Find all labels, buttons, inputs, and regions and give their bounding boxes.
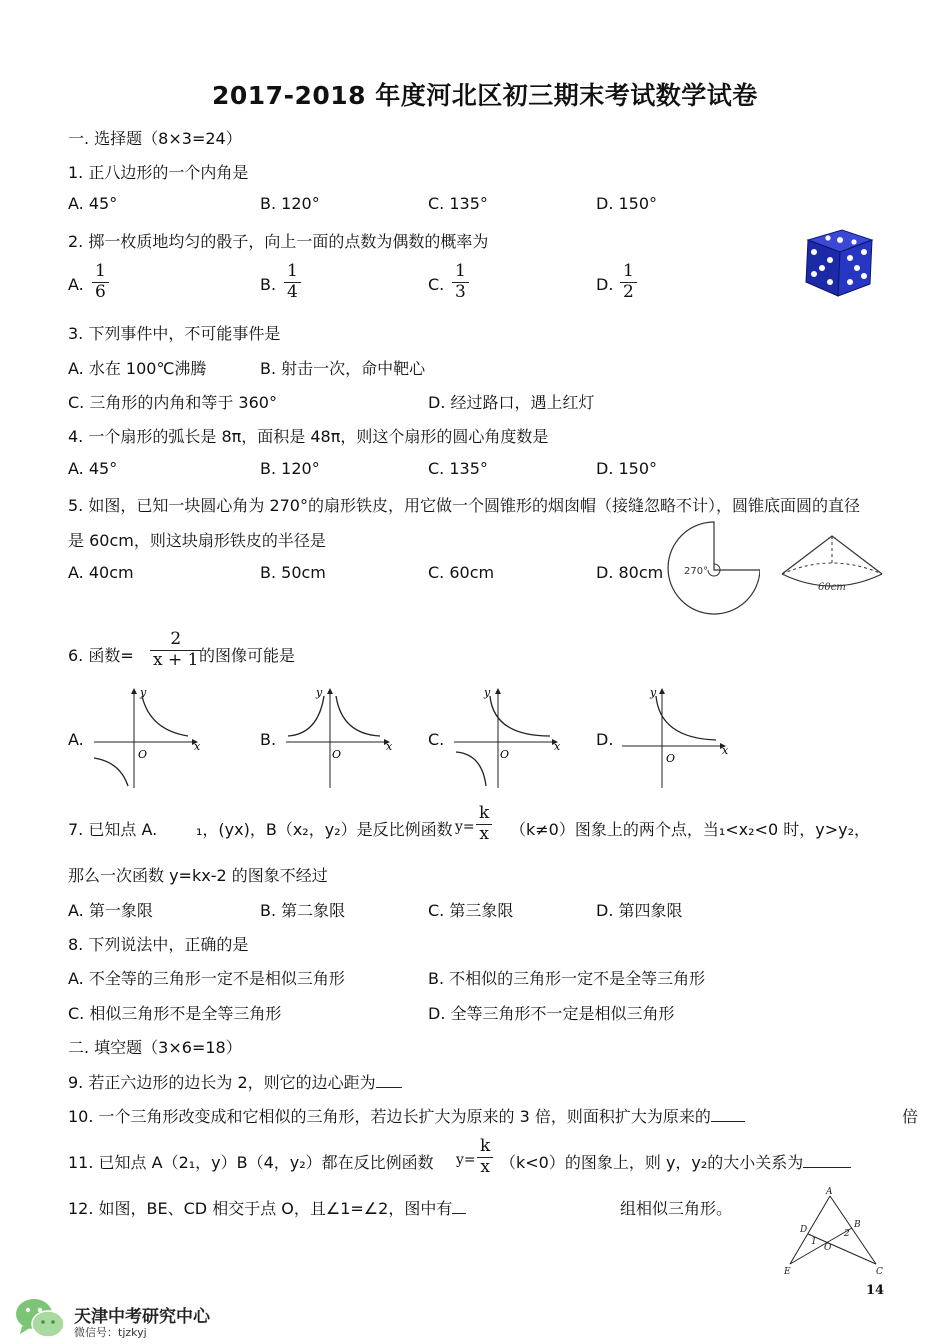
question-6-option-c-letter: C. bbox=[428, 730, 445, 749]
svg-text:y: y bbox=[650, 686, 657, 699]
question-1-option-b: B. 120° bbox=[260, 194, 320, 213]
question-6-suffix: 的图像可能是 bbox=[199, 646, 296, 665]
question-11-text-a: 11. 已知点 A（2₁，y）B（4，y₂）都在反比例函数 bbox=[68, 1153, 434, 1172]
question-5-option-d: D. 80cm bbox=[596, 563, 664, 582]
question-9-text: 9. 若正六边形的边长为 2，则它的边心距为 bbox=[68, 1070, 402, 1093]
svg-text:D: D bbox=[800, 1225, 808, 1235]
svg-text:y: y bbox=[484, 686, 491, 699]
svg-text:B: B bbox=[854, 1220, 861, 1230]
graph-a bbox=[92, 684, 204, 790]
question-2-option-d-fraction: $\frac{1}{2}$ bbox=[620, 262, 637, 302]
question-6-prefix: 6. 函数= bbox=[68, 646, 134, 665]
svg-text:O: O bbox=[666, 752, 676, 765]
question-1-option-c: C. 135° bbox=[428, 194, 488, 213]
question-8-option-d: D. 全等三角形不一定是相似三角形 bbox=[428, 1004, 675, 1023]
question-5-stem-line-1: 5. 如图，已知一块圆心角为 270°的扇形铁皮，用它做一个圆锥形的烟囱帽（接缝忽略不计），圆锥底面圆的直径 bbox=[68, 496, 860, 515]
svg-text:O: O bbox=[500, 748, 510, 761]
svg-text:A: A bbox=[826, 1187, 833, 1197]
question-7-option-c: C. 第三象限 bbox=[428, 901, 514, 920]
question-2-option-b-fraction: $\frac{1}{4}$ bbox=[284, 262, 301, 302]
section-choice-heading: 一. 选择题（8×3=24） bbox=[68, 129, 242, 148]
question-7-fraction: $\frac{k}{x}$ bbox=[476, 804, 492, 844]
sector-figure bbox=[664, 518, 760, 618]
question-8-option-b: B. 不相似的三角形一定不是全等三角形 bbox=[428, 969, 706, 988]
svg-text:x: x bbox=[554, 740, 561, 753]
svg-text:2: 2 bbox=[844, 1229, 850, 1239]
question-4-option-a: A. 45° bbox=[68, 459, 118, 478]
cone-diameter-label: 60cm bbox=[818, 582, 846, 593]
question-7-line-1a: 7. 已知点 A. bbox=[68, 820, 158, 839]
svg-text:O: O bbox=[332, 748, 342, 761]
graph-d bbox=[620, 684, 732, 790]
svg-text:1: 1 bbox=[811, 1237, 817, 1247]
question-4-stem: 4. 一个扇形的弧长是 8π，面积是 48π，则这个扇形的圆心角度数是 bbox=[68, 427, 549, 446]
svg-text:E: E bbox=[784, 1267, 791, 1276]
question-3-stem: 3. 下列事件中，不可能事件是 bbox=[68, 324, 281, 343]
sector-angle-label: 270° bbox=[684, 566, 709, 577]
graph-c bbox=[452, 684, 564, 790]
cone-figure bbox=[776, 528, 888, 598]
question-7-option-a: A. 第一象限 bbox=[68, 901, 153, 920]
question-6-option-a-letter: A. bbox=[68, 730, 84, 749]
question-12-tail: 组相似三角形。 bbox=[620, 1199, 733, 1218]
footer-organization-name: 天津中考研究中心 bbox=[74, 1307, 210, 1327]
question-3-option-a: A. 水在 100℃沸腾 bbox=[68, 359, 207, 378]
page-title: 2017-2018 年度河北区初三期末考试数学试卷 bbox=[212, 81, 758, 110]
question-8-option-a: A. 不全等的三角形一定不是相似三角形 bbox=[68, 969, 345, 988]
question-5-option-b: B. 50cm bbox=[260, 563, 326, 582]
svg-text:x: x bbox=[386, 740, 393, 753]
question-9-blank bbox=[376, 1073, 402, 1088]
question-2-option-b-letter: B. bbox=[260, 275, 277, 294]
question-3-option-d: D. 经过路口，遇上红灯 bbox=[428, 393, 595, 412]
question-2-option-a-letter: A. bbox=[68, 275, 84, 294]
question-10-blank bbox=[711, 1107, 745, 1122]
question-2-option-c-fraction: $\frac{1}{3}$ bbox=[452, 262, 469, 302]
question-1-option-d: D. 150° bbox=[596, 194, 658, 213]
question-7-line-1c: （k≠0）图象上的两个点，当₁<x₂<0 时，y>y₂， bbox=[510, 820, 870, 839]
question-2-option-a-fraction: $\frac{1}{6}$ bbox=[92, 262, 109, 302]
question-7-line-2: 那么一次函数 y=kx-2 的图象不经过 bbox=[68, 866, 328, 885]
question-4-option-c: C. 135° bbox=[428, 459, 488, 478]
graph-b bbox=[284, 684, 396, 790]
question-12-text: 12. 如图，BE、CD 相交于点 O，且∠1=∠2，图中有 bbox=[68, 1196, 466, 1219]
question-2-stem: 2. 掷一枚质地均匀的骰子，向上一面的点数为偶数的概率为 bbox=[68, 232, 489, 251]
question-5-option-a: A. 40cm bbox=[68, 563, 134, 582]
page-number: 14 bbox=[866, 1283, 885, 1298]
question-11-text-b: （k<0）的图象上，则 y，y₂的大小关系为 bbox=[500, 1150, 851, 1173]
question-8-option-c: C. 相似三角形不是全等三角形 bbox=[68, 1004, 282, 1023]
svg-text:O: O bbox=[824, 1243, 832, 1253]
svg-text:y: y bbox=[140, 686, 147, 699]
question-4-option-b: B. 120° bbox=[260, 459, 320, 478]
wechat-logo-icon bbox=[14, 1296, 68, 1340]
question-11-blank bbox=[803, 1153, 851, 1168]
dice-image bbox=[800, 226, 878, 300]
question-12-blank bbox=[452, 1199, 466, 1214]
svg-text:x: x bbox=[722, 744, 729, 757]
question-4-option-d: D. 150° bbox=[596, 459, 658, 478]
question-10-tail: 倍 bbox=[902, 1107, 919, 1126]
question-6-option-b-letter: B. bbox=[260, 730, 277, 749]
question-6-fraction: $\frac{2}{x + 1}$ bbox=[150, 630, 201, 670]
question-7-option-d: D. 第四象限 bbox=[596, 901, 683, 920]
question-2-option-d-letter: D. bbox=[596, 275, 614, 294]
question-5-option-c: C. 60cm bbox=[428, 563, 495, 582]
svg-text:O: O bbox=[138, 748, 148, 761]
question-7-line-1b: ₁，(yx)，B（x₂，y₂）是反比例函数 bbox=[196, 820, 453, 839]
svg-text:x: x bbox=[194, 740, 201, 753]
section-fill-heading: 二. 填空题（3×6=18） bbox=[68, 1038, 242, 1057]
question-7-fx: y= bbox=[455, 819, 475, 835]
question-1-option-a: A. 45° bbox=[68, 194, 118, 213]
question-2-option-c-letter: C. bbox=[428, 275, 445, 294]
question-3-option-b: B. 射击一次，命中靶心 bbox=[260, 359, 426, 378]
svg-text:C: C bbox=[876, 1267, 883, 1276]
svg-text:y: y bbox=[316, 686, 323, 699]
question-8-stem: 8. 下列说法中，正确的是 bbox=[68, 935, 249, 954]
question-6-option-d-letter: D. bbox=[596, 730, 614, 749]
question-3-option-c: C. 三角形的内角和等于 360° bbox=[68, 393, 277, 412]
question-11-fx: y= bbox=[456, 1152, 476, 1168]
question-5-stem-line-2: 是 60cm，则这块扇形铁皮的半径是 bbox=[68, 531, 326, 550]
question-7-option-b: B. 第二象限 bbox=[260, 901, 346, 920]
question-11-fraction: $\frac{k}{x}$ bbox=[477, 1137, 493, 1177]
triangle-figure bbox=[780, 1184, 884, 1276]
question-10-text: 10. 一个三角形改变成和它相似的三角形，若边长扩大为原来的 3 倍，则面积扩大为原来的 bbox=[68, 1104, 745, 1127]
footer-wechat-id: 微信号：tjzkyj bbox=[74, 1326, 147, 1339]
question-1-stem: 1. 正八边形的一个内角是 bbox=[68, 163, 249, 182]
